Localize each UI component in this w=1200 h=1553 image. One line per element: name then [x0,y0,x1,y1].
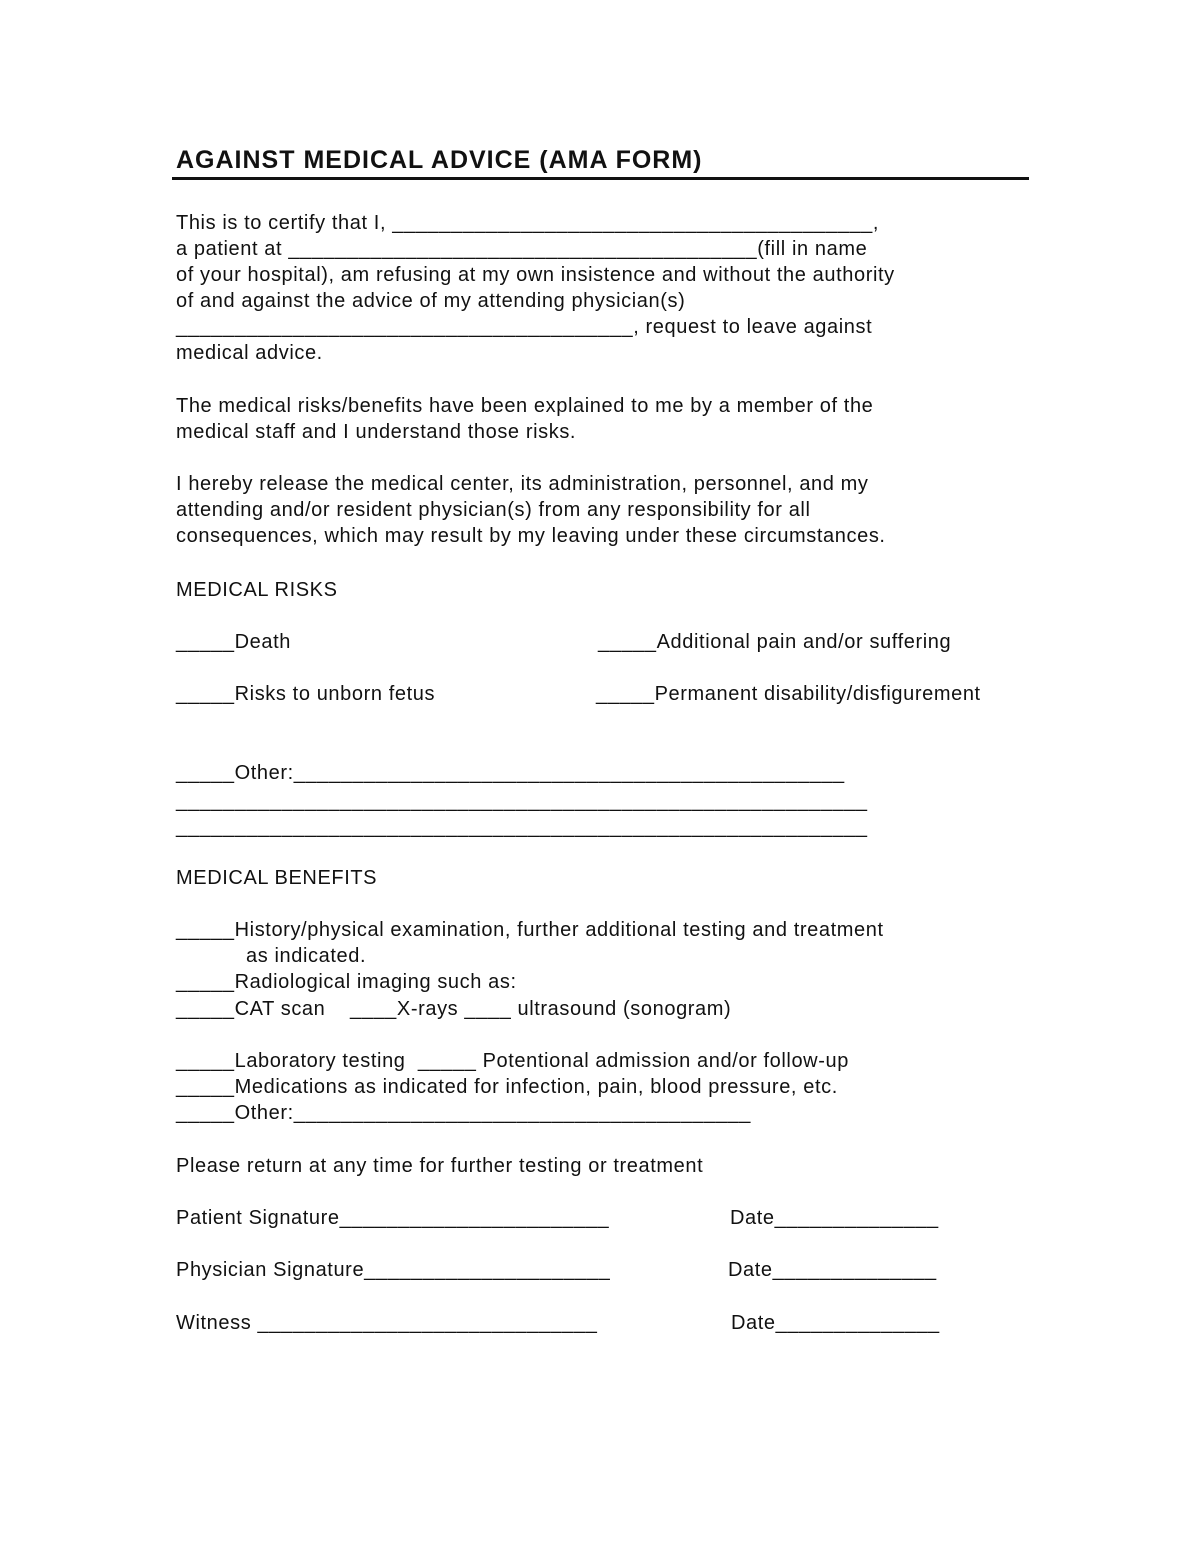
release-line-1: I hereby release the medical center, its administration, personnel, and my [176,473,869,495]
release-line-2: attending and/or resident physician(s) from any responsibility for all [176,499,811,521]
risk-additional-pain[interactable]: _____Additional pain and/or suffering [598,631,952,653]
intro-line-4: of and against the advice of my attending physician(s) [176,290,686,312]
risk-other[interactable]: _____Other:_______________________________________________ [176,762,845,784]
risks-heading: MEDICAL RISKS [176,579,338,601]
benefit-medications[interactable]: _____Medications as indicated for infection, pain, blood pressure, etc. [176,1076,838,1098]
benefit-other[interactable]: _____Other:_______________________________________ [176,1102,751,1124]
release-line-3: consequences, which may result by my leaving under these circumstances. [176,525,886,547]
title-underline [172,177,1029,180]
form-title: AGAINST MEDICAL ADVICE (AMA FORM) [176,146,703,174]
benefit-history-physical[interactable]: _____History/physical examination, further additional testing and treatment [176,919,884,941]
risk-other-line-2[interactable]: ___________________________________________________________ [176,790,868,812]
witness-signature-field[interactable]: Witness _____________________________ [176,1312,598,1334]
benefit-radiological-imaging[interactable]: _____Radiological imaging such as: [176,971,517,993]
intro-line-5: _______________________________________, request to leave against [176,316,873,338]
intro-line-3: of your hospital), am refusing at my own insistence and without the authority [176,264,895,286]
benefits-heading: MEDICAL BENEFITS [176,867,378,889]
benefit-laboratory-testing[interactable]: _____Laboratory testing _____ Potentional admission and/or follow-up [176,1050,849,1072]
intro-line-2: a patient at ________________________________________(fill in name [176,238,868,260]
return-note: Please return at any time for further testing or treatment [176,1155,704,1177]
intro-line-1: This is to certify that I, _________________________________________, [176,212,880,234]
physician-signature-field[interactable]: Physician Signature_____________________ [176,1259,611,1281]
benefit-scan-options[interactable]: _____CAT scan ____X-rays ____ ultrasound (sonogram) [176,998,732,1020]
explained-line-2: medical staff and I understand those risks. [176,421,577,443]
risk-death[interactable]: _____Death [176,631,291,653]
witness-date-field[interactable]: Date______________ [731,1312,940,1334]
explained-line-1: The medical risks/benefits have been explained to me by a member of the [176,395,874,417]
patient-date-field[interactable]: Date______________ [730,1207,939,1229]
patient-signature-field[interactable]: Patient Signature_______________________ [176,1207,610,1229]
risk-permanent-disability[interactable]: _____Permanent disability/disfigurement [596,683,981,705]
benefit-history-continued: as indicated. [246,945,367,967]
risk-other-line-3[interactable]: ___________________________________________________________ [176,816,868,838]
intro-line-6: medical advice. [176,342,323,364]
risk-unborn-fetus[interactable]: _____Risks to unborn fetus [176,683,436,705]
physician-date-field[interactable]: Date______________ [728,1259,937,1281]
